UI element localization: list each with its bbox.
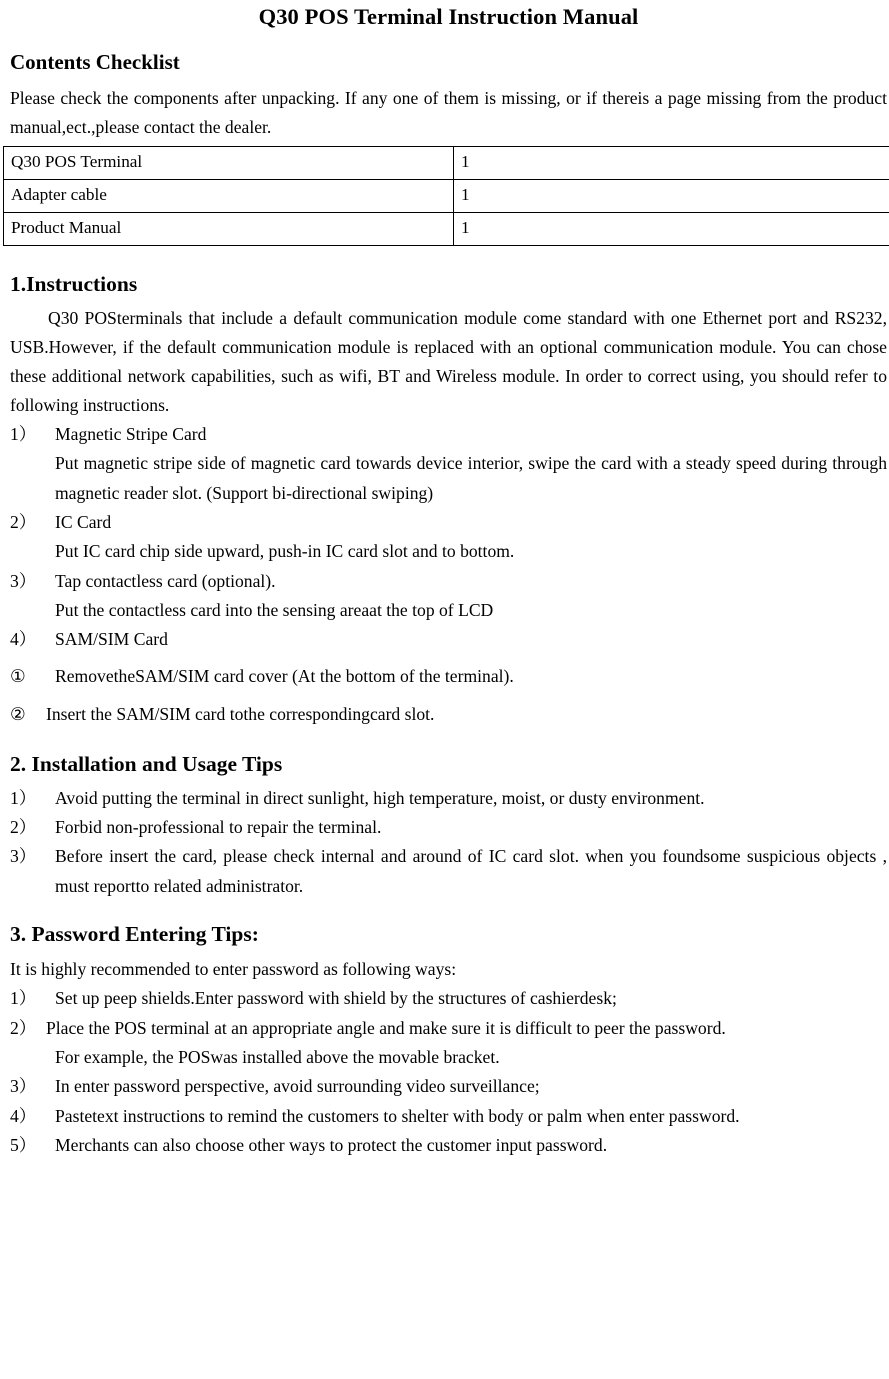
list-item-marker: 2） — [10, 816, 37, 837]
spacer — [10, 776, 887, 784]
list-item-label: Place the POS terminal at an appropriate angle and make sure it is difficult to peer the password. — [46, 1017, 726, 1038]
table-row — [4, 146, 889, 179]
table-cell-item: Adapter cable — [4, 179, 454, 212]
list-item — [10, 1014, 887, 1043]
list-item-label: Magnetic Stripe Card — [55, 424, 207, 445]
sam-sim-sub-list — [10, 662, 887, 729]
password-intro-paragraph: It is highly recommended to enter password as following ways: — [10, 959, 457, 980]
list-item-label: RemovetheSAM/SIM card cover (At the bottom of the terminal). — [55, 666, 514, 687]
contents-checklist-table — [3, 146, 889, 246]
list-item-marker: 1） — [10, 424, 37, 445]
list-item — [10, 1131, 887, 1160]
list-item — [10, 984, 887, 1013]
heading-password-entering-tips: 3. Password Entering Tips: — [10, 921, 259, 946]
list-item — [10, 567, 887, 596]
table-row — [4, 212, 889, 245]
list-item-marker: 2） — [10, 512, 37, 532]
list-item-detail: Put magnetic stripe side of magnetic card towards device interior, swipe the card with a steady speed during through magnetic reader slot. (Support bi-directional swiping) — [55, 453, 887, 503]
list-item-marker: 1） — [10, 988, 37, 1009]
table-row — [4, 179, 889, 212]
list-item-marker: 3） — [10, 570, 37, 591]
list-item-marker: 4） — [10, 1105, 37, 1126]
list-item-marker: ① — [10, 666, 26, 687]
spacer — [10, 654, 887, 662]
document-title: Q30 POS Terminal Instruction Manual — [258, 4, 639, 29]
list-item-marker: 3） — [10, 1076, 37, 1097]
list-item-detail: Put the contactless card into the sensing areaat the top of LCD — [55, 599, 494, 620]
list-item — [10, 662, 887, 691]
list-item-marker: 4） — [10, 629, 37, 650]
heading-installation-usage-tips: 2. Installation and Usage Tips — [10, 752, 283, 777]
spacer — [10, 692, 887, 700]
list-item-label: IC Card — [55, 512, 112, 532]
list-item — [10, 420, 887, 449]
table-cell-item: Product Manual — [4, 212, 454, 245]
heading-instructions: 1.Instructions — [10, 271, 138, 296]
instructions-intro-paragraph: Q30 POSterminals that include a default communication module come standard with one Ethernet port and RS232, USB.However, if the default communication module is replaced with an optional communication module. You can chose these additional network capabilities, such as wifi, BT and Wireless module. In order to correct using, you should refer to following instructions. — [10, 308, 887, 416]
list-item-marker: 3） — [10, 846, 37, 867]
list-item-label: Merchants can also choose other ways to protect the customer input password. — [55, 1134, 608, 1155]
heading-contents-checklist: Contents Checklist — [10, 49, 180, 74]
list-item — [10, 700, 887, 729]
list-item-label: SAM/SIM Card — [55, 629, 168, 650]
list-item — [10, 842, 887, 901]
list-item — [10, 625, 887, 654]
list-item — [10, 508, 887, 537]
list-item-marker: 1） — [10, 787, 37, 808]
list-item-label: Before insert the card, please check internal and around of IC card slot. when you foundsome suspicious objects , must reportto related administrator. — [55, 846, 887, 896]
list-item-detail: For example, the POSwas installed above the movable bracket. — [55, 1046, 500, 1067]
password-list — [10, 984, 887, 1160]
list-item-label: In enter password perspective, avoid surrounding video surveillance; — [55, 1076, 540, 1097]
list-item-detail: Put IC card chip side upward, push-in IC card slot and to bottom. — [55, 541, 515, 562]
list-item-marker: 2） — [10, 1017, 37, 1038]
list-item — [10, 1102, 887, 1131]
list-item-label: Forbid non-professional to repair the terminal. — [55, 816, 382, 837]
list-item — [10, 813, 887, 842]
table-cell-quantity: 1 — [454, 146, 889, 179]
list-item-label: Set up peep shields.Enter password with shield by the structures of cashierdesk; — [55, 988, 617, 1009]
list-item — [10, 784, 887, 813]
list-item-label: Tap contactless card (optional). — [55, 570, 276, 591]
list-item-marker: 5） — [10, 1134, 37, 1155]
table-cell-item: Q30 POS Terminal — [4, 146, 454, 179]
installation-list — [10, 784, 887, 901]
list-item — [10, 1072, 887, 1101]
checklist-intro-paragraph: Please check the components after unpacking. If any one of them is missing, or if thereis a page missing from the product manual,ect.,please contact the dealer. — [10, 87, 887, 137]
list-item-label: Pastetext instructions to remind the customers to shelter with body or palm when enter password. — [55, 1105, 740, 1126]
list-item-label: Insert the SAM/SIM card tothe correspondingcard slot. — [46, 703, 435, 724]
list-item-label: Avoid putting the terminal in direct sunlight, high temperature, moist, or dusty environment. — [55, 787, 705, 808]
instructions-list — [10, 420, 887, 654]
list-item-marker: ② — [10, 703, 26, 724]
table-cell-quantity: 1 — [454, 212, 889, 245]
table-cell-quantity: 1 — [454, 179, 889, 212]
